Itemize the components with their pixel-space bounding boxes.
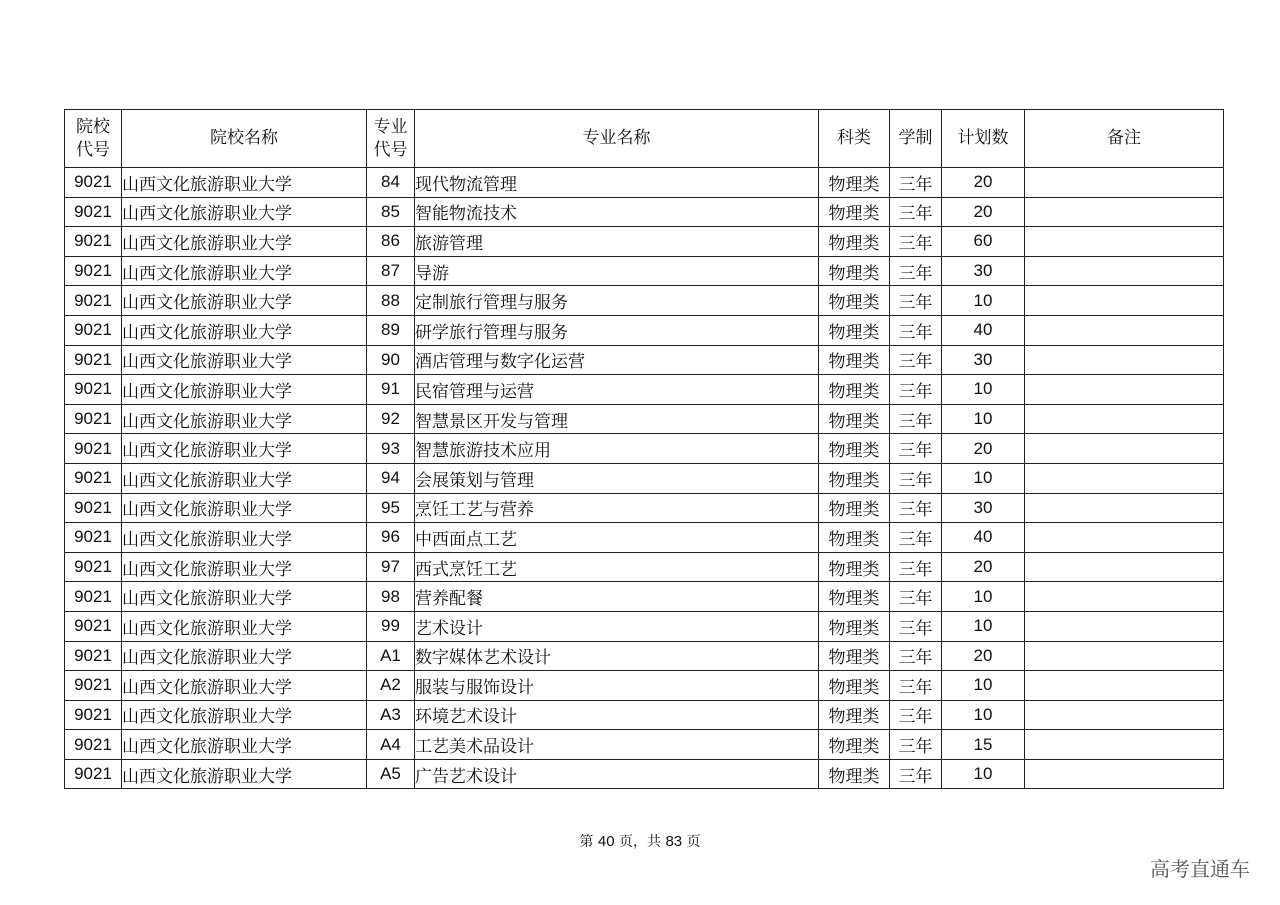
cell-remarks [1025,168,1224,198]
cell-remarks [1025,641,1224,671]
cell-remarks [1025,730,1224,760]
cell-category: 物理类 [819,611,890,641]
cell-major-code: 92 [367,404,415,434]
cell-category: 物理类 [819,345,890,375]
cell-remarks [1025,197,1224,227]
cell-major-name: 研学旅行管理与服务 [415,315,819,345]
cell-major-name: 会展策划与管理 [415,463,819,493]
cell-plan: 40 [942,315,1025,345]
cell-school-name: 山西文化旅游职业大学 [122,227,367,257]
cell-school-name: 山西文化旅游职业大学 [122,700,367,730]
cell-major-code: A5 [367,759,415,789]
watermark: 高考直通车 [1150,857,1250,881]
cell-duration: 三年 [890,730,942,760]
cell-category: 物理类 [819,434,890,464]
cell-school-code: 9021 [65,315,122,345]
cell-school-name: 山西文化旅游职业大学 [122,345,367,375]
table-row [65,375,1224,405]
footer-page-number: 40 [597,833,615,850]
cell-category: 物理类 [819,197,890,227]
cell-major-code: 95 [367,493,415,523]
cell-school-code: 9021 [65,552,122,582]
cell-plan: 10 [942,611,1025,641]
cell-duration: 三年 [890,493,942,523]
cell-category: 物理类 [819,582,890,612]
cell-category: 物理类 [819,286,890,316]
cell-school-code: 9021 [65,700,122,730]
cell-major-name: 智慧景区开发与管理 [415,404,819,434]
table-row [65,582,1224,612]
cell-duration: 三年 [890,759,942,789]
cell-remarks [1025,552,1224,582]
cell-category: 物理类 [819,168,890,198]
cell-school-name: 山西文化旅游职业大学 [122,434,367,464]
cell-major-name: 数字媒体艺术设计 [415,641,819,671]
cell-category: 物理类 [819,404,890,434]
cell-school-name: 山西文化旅游职业大学 [122,315,367,345]
cell-major-code: A1 [367,641,415,671]
cell-major-code: 87 [367,256,415,286]
header-school-name: 院校名称 [122,110,367,168]
cell-plan: 20 [942,197,1025,227]
cell-plan: 10 [942,375,1025,405]
cell-school-code: 9021 [65,671,122,701]
cell-school-name: 山西文化旅游职业大学 [122,286,367,316]
footer-prefix: 第 [579,834,594,850]
cell-major-code: 91 [367,375,415,405]
cell-major-code: A4 [367,730,415,760]
cell-major-name: 现代物流管理 [415,168,819,198]
cell-category: 物理类 [819,493,890,523]
cell-remarks [1025,582,1224,612]
footer-suffix: 页 [686,834,701,850]
cell-major-name: 旅游管理 [415,227,819,257]
cell-remarks [1025,493,1224,523]
cell-duration: 三年 [890,197,942,227]
table-row [65,256,1224,286]
cell-duration: 三年 [890,227,942,257]
header-plan: 计划数 [942,110,1025,168]
cell-plan: 10 [942,286,1025,316]
table-row [65,759,1224,789]
cell-major-code: 90 [367,345,415,375]
table-row [65,286,1224,316]
cell-school-name: 山西文化旅游职业大学 [122,759,367,789]
cell-plan: 60 [942,227,1025,257]
cell-remarks [1025,759,1224,789]
cell-major-code: A2 [367,671,415,701]
table-row [65,227,1224,257]
table-row [65,404,1224,434]
cell-school-code: 9021 [65,256,122,286]
cell-duration: 三年 [890,256,942,286]
table-row [65,168,1224,198]
cell-school-code: 9021 [65,286,122,316]
cell-remarks [1025,611,1224,641]
cell-school-code: 9021 [65,523,122,553]
cell-major-code: 89 [367,315,415,345]
table-row [65,700,1224,730]
cell-school-code: 9021 [65,463,122,493]
cell-major-code: A3 [367,700,415,730]
cell-remarks [1025,286,1224,316]
table-row [65,434,1224,464]
cell-remarks [1025,434,1224,464]
enrollment-plan-table [64,109,1224,789]
cell-plan: 10 [942,404,1025,434]
cell-category: 物理类 [819,641,890,671]
cell-plan: 10 [942,582,1025,612]
cell-category: 物理类 [819,315,890,345]
cell-category: 物理类 [819,730,890,760]
cell-plan: 30 [942,256,1025,286]
table-row [65,493,1224,523]
header-duration: 学制 [890,110,942,168]
cell-duration: 三年 [890,404,942,434]
cell-major-code: 99 [367,611,415,641]
cell-major-code: 85 [367,197,415,227]
cell-school-code: 9021 [65,197,122,227]
header-major-code: 专业 代号 [367,110,415,168]
cell-school-name: 山西文化旅游职业大学 [122,375,367,405]
cell-duration: 三年 [890,582,942,612]
cell-school-code: 9021 [65,375,122,405]
cell-remarks [1025,671,1224,701]
cell-school-code: 9021 [65,611,122,641]
cell-duration: 三年 [890,671,942,701]
cell-category: 物理类 [819,375,890,405]
cell-remarks [1025,375,1224,405]
cell-school-code: 9021 [65,404,122,434]
cell-plan: 20 [942,168,1025,198]
table-row [65,552,1224,582]
cell-major-code: 94 [367,463,415,493]
cell-major-code: 96 [367,523,415,553]
table-row [65,345,1224,375]
cell-school-name: 山西文化旅游职业大学 [122,404,367,434]
cell-duration: 三年 [890,552,942,582]
cell-major-name: 民宿管理与运营 [415,375,819,405]
cell-duration: 三年 [890,315,942,345]
cell-duration: 三年 [890,375,942,405]
cell-school-name: 山西文化旅游职业大学 [122,523,367,553]
cell-school-name: 山西文化旅游职业大学 [122,552,367,582]
cell-major-name: 酒店管理与数字化运营 [415,345,819,375]
cell-plan: 20 [942,552,1025,582]
cell-school-code: 9021 [65,582,122,612]
cell-school-name: 山西文化旅游职业大学 [122,256,367,286]
cell-category: 物理类 [819,552,890,582]
cell-remarks [1025,523,1224,553]
table-row [65,523,1224,553]
cell-plan: 40 [942,523,1025,553]
cell-remarks [1025,345,1224,375]
cell-school-name: 山西文化旅游职业大学 [122,582,367,612]
table-row [65,463,1224,493]
cell-plan: 10 [942,700,1025,730]
cell-school-code: 9021 [65,168,122,198]
cell-remarks [1025,227,1224,257]
cell-category: 物理类 [819,256,890,286]
cell-duration: 三年 [890,286,942,316]
cell-plan: 15 [942,730,1025,760]
cell-major-name: 服装与服饰设计 [415,671,819,701]
cell-major-code: 97 [367,552,415,582]
cell-category: 物理类 [819,463,890,493]
cell-major-name: 环境艺术设计 [415,700,819,730]
cell-school-name: 山西文化旅游职业大学 [122,463,367,493]
cell-major-code: 88 [367,286,415,316]
cell-duration: 三年 [890,611,942,641]
cell-school-name: 山西文化旅游职业大学 [122,611,367,641]
cell-duration: 三年 [890,345,942,375]
cell-major-name: 广告艺术设计 [415,759,819,789]
cell-school-name: 山西文化旅游职业大学 [122,197,367,227]
cell-plan: 20 [942,434,1025,464]
cell-category: 物理类 [819,700,890,730]
cell-plan: 10 [942,759,1025,789]
cell-major-name: 工艺美术品设计 [415,730,819,760]
cell-remarks [1025,404,1224,434]
cell-duration: 三年 [890,434,942,464]
cell-major-name: 营养配餐 [415,582,819,612]
cell-school-name: 山西文化旅游职业大学 [122,671,367,701]
footer-middle: 页，共 [619,834,661,850]
cell-school-name: 山西文化旅游职业大学 [122,493,367,523]
cell-school-code: 9021 [65,434,122,464]
cell-duration: 三年 [890,523,942,553]
cell-major-code: 93 [367,434,415,464]
cell-major-name: 烹饪工艺与营养 [415,493,819,523]
cell-school-name: 山西文化旅游职业大学 [122,730,367,760]
cell-school-name: 山西文化旅游职业大学 [122,168,367,198]
cell-major-code: 84 [367,168,415,198]
header-major-name: 专业名称 [415,110,819,168]
cell-major-name: 中西面点工艺 [415,523,819,553]
cell-remarks [1025,315,1224,345]
cell-plan: 30 [942,345,1025,375]
cell-remarks [1025,256,1224,286]
cell-remarks [1025,463,1224,493]
cell-school-code: 9021 [65,641,122,671]
table-row [65,671,1224,701]
table-row [65,730,1224,760]
cell-duration: 三年 [890,700,942,730]
cell-school-code: 9021 [65,345,122,375]
cell-school-code: 9021 [65,730,122,760]
table-row [65,197,1224,227]
cell-major-code: 98 [367,582,415,612]
header-school-code: 院校 代号 [65,110,122,168]
footer-total-pages: 83 [665,833,683,850]
cell-major-name: 定制旅行管理与服务 [415,286,819,316]
table-body [65,168,1224,789]
cell-category: 物理类 [819,671,890,701]
cell-major-name: 西式烹饪工艺 [415,552,819,582]
cell-category: 物理类 [819,523,890,553]
cell-school-code: 9021 [65,759,122,789]
table-row [65,641,1224,671]
header-category: 科类 [819,110,890,168]
cell-major-name: 导游 [415,256,819,286]
cell-school-code: 9021 [65,227,122,257]
cell-remarks [1025,700,1224,730]
cell-plan: 10 [942,671,1025,701]
cell-plan: 20 [942,641,1025,671]
cell-major-code: 86 [367,227,415,257]
cell-duration: 三年 [890,168,942,198]
cell-duration: 三年 [890,641,942,671]
cell-major-name: 智慧旅游技术应用 [415,434,819,464]
cell-category: 物理类 [819,759,890,789]
table-row [65,611,1224,641]
cell-major-name: 智能物流技术 [415,197,819,227]
cell-major-name: 艺术设计 [415,611,819,641]
cell-school-name: 山西文化旅游职业大学 [122,641,367,671]
cell-plan: 30 [942,493,1025,523]
table-header-row [65,110,1224,168]
header-remarks: 备注 [1025,110,1224,168]
table-row [65,315,1224,345]
page-footer [0,831,1280,851]
cell-category: 物理类 [819,227,890,257]
cell-plan: 10 [942,463,1025,493]
cell-duration: 三年 [890,463,942,493]
cell-school-code: 9021 [65,493,122,523]
